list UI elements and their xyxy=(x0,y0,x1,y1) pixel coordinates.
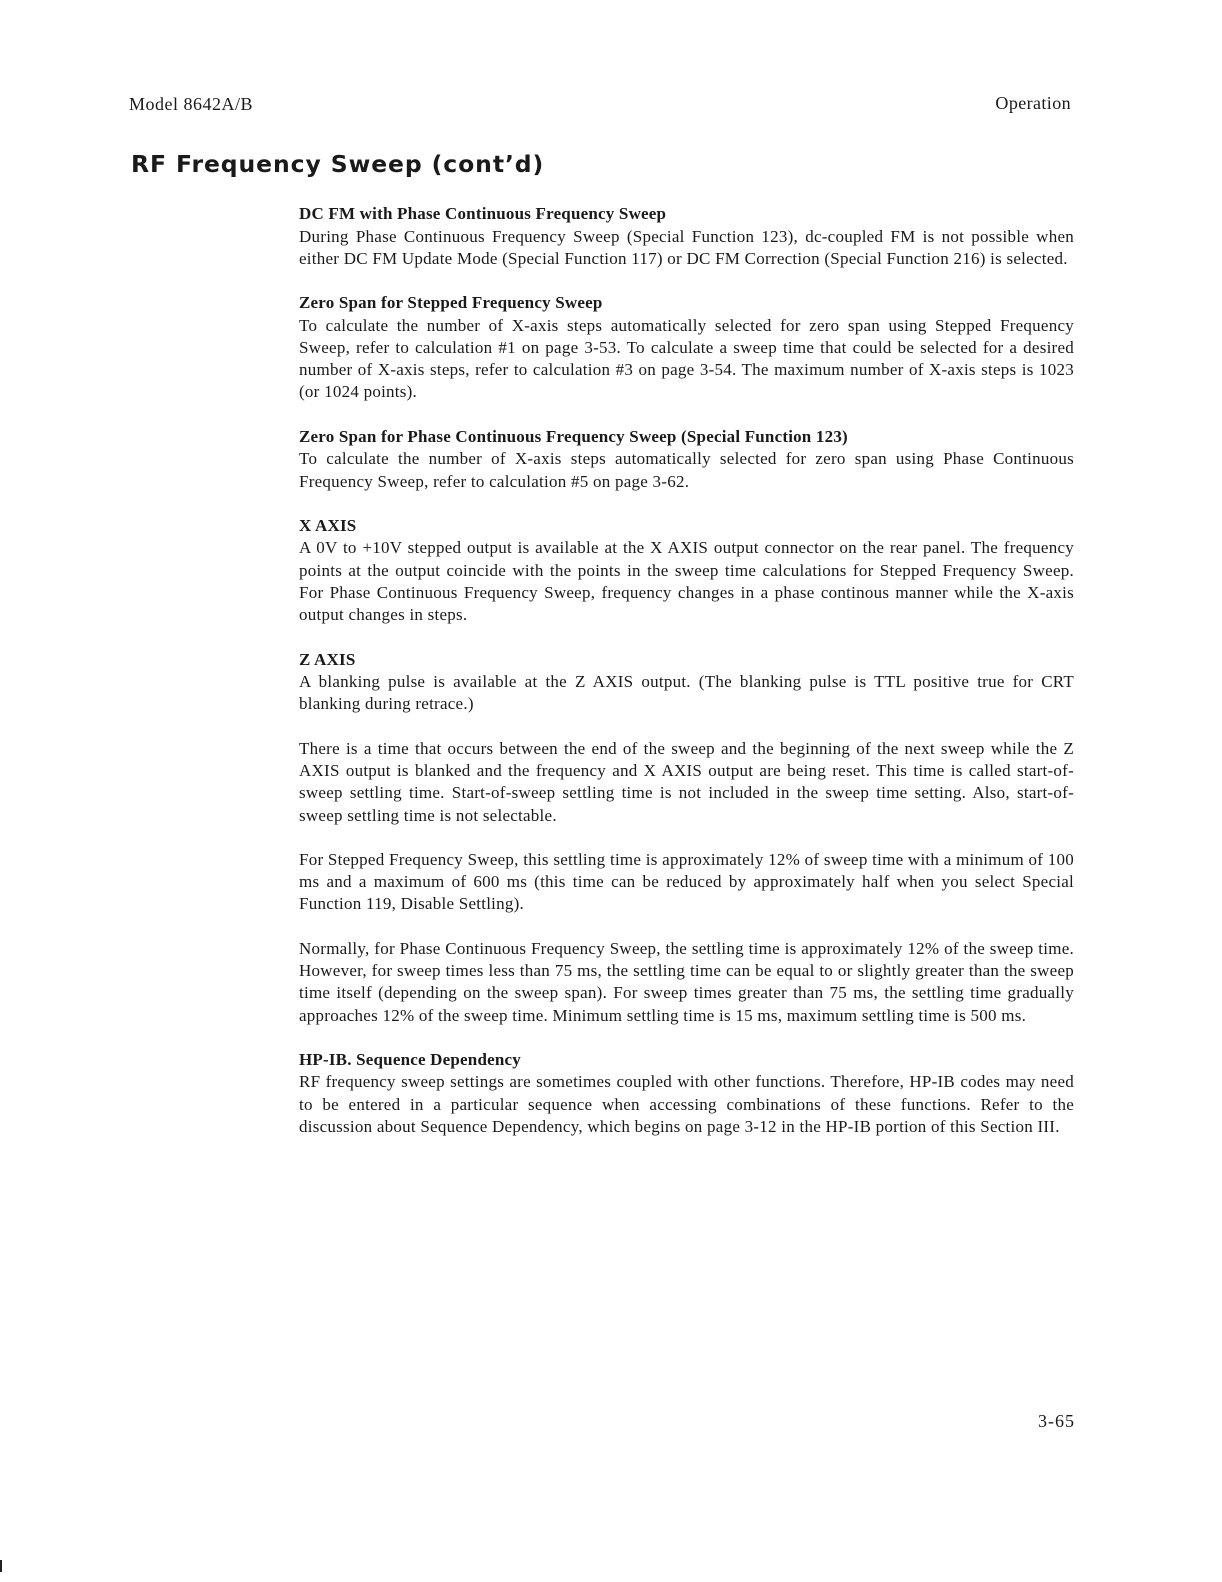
section-hpib-sequence xyxy=(299,1049,1074,1138)
section-settling-time xyxy=(299,738,1074,827)
section-x-axis xyxy=(299,515,1074,627)
section-zero-span-stepped xyxy=(299,292,1074,404)
paragraph: There is a time that occurs between the end of the sweep and the beginning of the next sweep while the Z AXIS output is blanked and the frequency and X AXIS output are being reset. This time is called start-of-sweep settling time. Start-of-sweep settling time is not included in the sweep time setting. Also, start-of-sweep settling time is not selectable. xyxy=(299,738,1074,825)
section-heading: Z AXIS xyxy=(299,649,356,669)
paragraph: To calculate the number of X-axis steps automatically selected for zero span using Phase Continuous Frequency Sweep, refer to calculation #5 on page 3-62. xyxy=(299,449,1074,491)
paragraph: A blanking pulse is available at the Z AXIS output. (The blanking pulse is TTL positive true for CRT blanking during retrace.) xyxy=(299,672,1074,714)
section-heading: X AXIS xyxy=(299,515,357,535)
section-heading: Zero Span for Stepped Frequency Sweep xyxy=(299,293,603,313)
section-dc-fm xyxy=(299,203,1074,270)
page-title: RF Frequency Sweep (cont’d) xyxy=(131,150,545,178)
paragraph: During Phase Continuous Frequency Sweep (Special Function 123), dc-coupled FM is not possible when either DC FM Update Mode (Special Function 117) or DC FM Correction (Special Function 216) is selected. xyxy=(299,226,1074,268)
header-section: Operation xyxy=(995,93,1071,113)
section-phase-continuous-settling xyxy=(299,938,1074,1027)
section-z-axis xyxy=(299,649,1074,716)
document-body xyxy=(299,203,1074,1160)
paragraph: Normally, for Phase Continuous Frequency Sweep, the settling time is approximately 12% of the sweep time. However, for sweep times less than 75 ms, the settling time can be equal to or slightly greater than the sweep time itself (depending on the sweep span). For sweep times greater than 75 ms, the settling time gradually approaches 12% of the sweep time. Minimum settling time is 15 ms, maximum settling time is 500 ms. xyxy=(299,938,1074,1025)
section-stepped-settling xyxy=(299,849,1074,916)
paragraph: For Stepped Frequency Sweep, this settling time is approximately 12% of sweep time with a minimum of 100 ms and a maximum of 600 ms (this time can be reduced by approximately half when you select Special Function 119, Disable Settling). xyxy=(299,849,1074,914)
paragraph: RF frequency sweep settings are sometimes coupled with other functions. Therefore, HP-IB codes may need to be entered in a particular sequence when accessing combinations of these functions. Refer to the discussion about Sequence Dependency, which begins on page 3-12 in the HP-IB portion of this Section III. xyxy=(299,1072,1074,1137)
paragraph: To calculate the number of X-axis steps automatically selected for zero span using Stepped Frequency Sweep, refer to calculation #1 on page 3-53. To calculate a sweep time that could be selected for a desired number of X-axis steps, refer to calculation #3 on page 3-54. The maximum number of X-axis steps is 1023 (or 1024 points). xyxy=(299,315,1074,402)
section-zero-span-phase-continuous xyxy=(299,426,1074,493)
section-heading: DC FM with Phase Continuous Frequency Sweep xyxy=(299,204,667,223)
header-model: Model 8642A/B xyxy=(129,94,254,114)
section-heading: HP-IB. Sequence Dependency xyxy=(299,1049,521,1069)
section-heading: Zero Span for Phase Continuous Frequency Sweep (Special Function 123) xyxy=(299,426,848,446)
page-number: 3-65 xyxy=(1038,1411,1075,1431)
paragraph: A 0V to +10V stepped output is available at the X AXIS output connector on the rear panel. The frequency points at the output coincide with the points in the sweep time calculations for Stepped Frequency Sweep. For Phase Continuous Frequency Sweep, frequency changes in a phase continous manner while the X-axis output changes in steps. xyxy=(299,538,1074,625)
scan-edge-mark xyxy=(0,1560,2,1572)
